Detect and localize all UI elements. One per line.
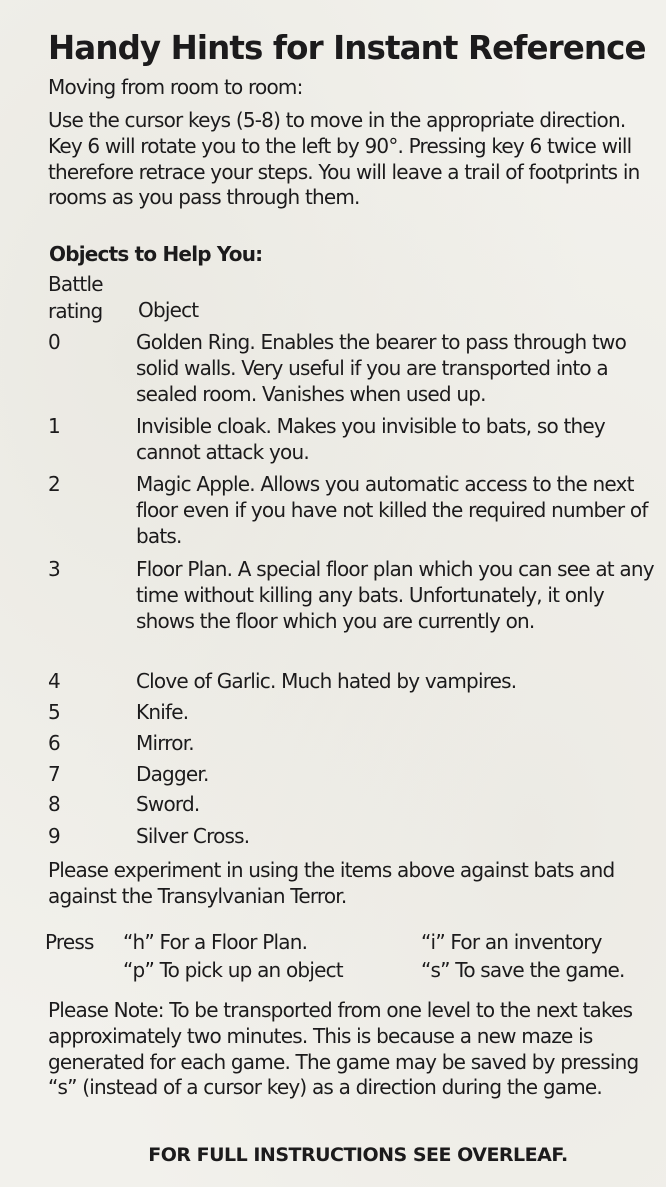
page-title: Handy Hints for Instant Reference	[48, 29, 646, 67]
key-h-command: “h” For a Floor Plan.	[123, 930, 308, 954]
footer-instructions: FOR FULL INSTRUCTIONS SEE OVERLEAF.	[148, 1144, 568, 1166]
moving-instructions: Use the cursor keys (5-8) to move in the appropriate direction. Key 6 will rotate you to the left by 90°. Pressing key 6 twice will therefore retrace your steps. You will leave a trail of footprints in rooms as you pass through them.	[48, 108, 640, 210]
object-description: Silver Cross.	[136, 824, 250, 848]
object-description: Mirror.	[136, 731, 194, 755]
objects-heading: Objects to Help You:	[49, 242, 263, 266]
object-description: Sword.	[136, 792, 200, 816]
battle-rating-header	[48, 271, 103, 325]
key-s-command: “s” To save the game.	[421, 958, 625, 982]
press-label: Press	[45, 930, 94, 954]
object-rating: 5	[48, 700, 60, 724]
object-description: Invisible cloak. Makes you invisible to bats, so they cannot attack you.	[136, 414, 605, 464]
key-i-command: “i” For an inventory	[421, 930, 602, 954]
note-paragraph: Please Note: To be transported from one level to the next takes approximately two minutes. This is because a new maze is generated for each game. The game may be saved by pressing “s” (instead of a cursor key) as a direction during the game.	[48, 998, 639, 1100]
object-rating: 3	[48, 557, 60, 581]
object-description: Magic Apple. Allows you automatic access to the next floor even if you have not killed the required number of bats.	[136, 472, 648, 548]
object-description: Golden Ring. Enables the bearer to pass through two solid walls. Very useful if you are transported into a sealed room. Vanishes when used up.	[136, 330, 627, 406]
object-rating: 9	[48, 824, 60, 848]
moving-heading: Moving from room to room:	[48, 75, 303, 99]
object-rating: 0	[48, 330, 60, 354]
object-description: Dagger.	[136, 762, 209, 786]
object-rating: 6	[48, 731, 60, 755]
object-description: Floor Plan. A special floor plan which you can see at any time without killing any bats. Unfortunately, it only shows the floor which you are currently on.	[136, 557, 654, 633]
object-rating: 7	[48, 762, 60, 786]
object-rating: 8	[48, 792, 60, 816]
object-header: Object	[138, 298, 199, 322]
key-p-command: “p” To pick up an object	[123, 958, 343, 982]
object-description: Knife.	[136, 700, 189, 724]
object-rating: 1	[48, 414, 60, 438]
battle-rating-header-line1: Battle	[48, 272, 103, 296]
object-rating: 2	[48, 472, 60, 496]
experiment-paragraph: Please experiment in using the items above against bats and against the Transylvanian Terror.	[48, 858, 615, 908]
object-description: Clove of Garlic. Much hated by vampires.	[136, 669, 517, 693]
battle-rating-header-line2: rating	[48, 299, 103, 323]
object-rating: 4	[48, 669, 60, 693]
